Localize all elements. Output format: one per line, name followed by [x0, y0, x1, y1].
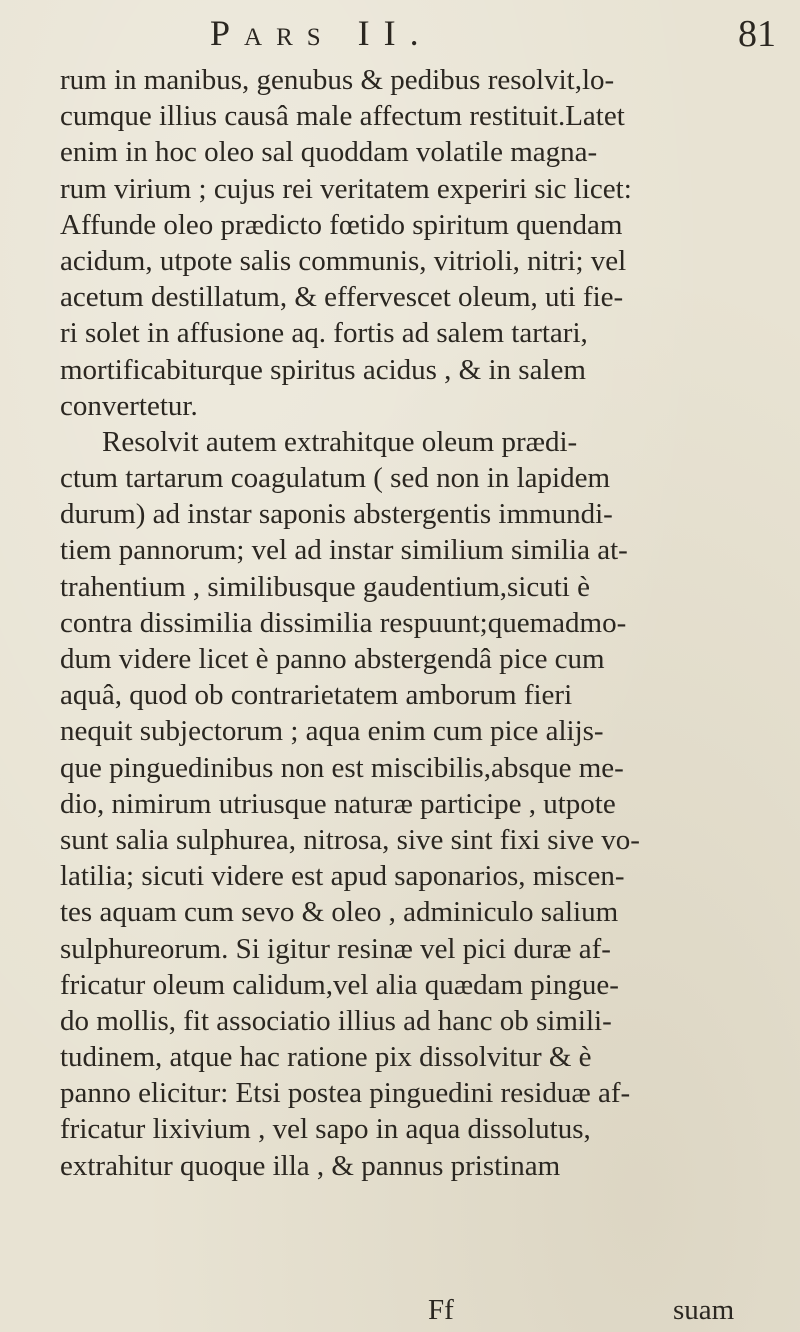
- body-text: [60, 62, 782, 1184]
- text-line: dio, nimirum utriusque naturæ participe , utpote: [60, 787, 616, 820]
- text-line: aquâ, quod ob contrarietatem amborum fieri: [60, 679, 573, 712]
- text-line: tudinem, atque hac ratione pix dissolvitur & è: [60, 1041, 592, 1074]
- text-line: convertetur.: [60, 389, 198, 422]
- text-line: Affunde oleo prædicto fœtido spiritum quendam: [60, 208, 623, 241]
- text-line: durum) ad instar saponis abstergentis immundi-: [60, 498, 613, 531]
- running-head: Pars II.: [210, 13, 433, 53]
- text-line: ri solet in affusione aq. fortis ad salem tartari,: [60, 317, 588, 350]
- text-line: panno elicitur: Etsi postea pinguedini residuæ af-: [60, 1077, 631, 1110]
- paragraph-start-line: Resolvit autem extrahitque oleum prædi-: [102, 425, 578, 458]
- text-line: rum virium ; cujus rei veritatem experiri sic licet:: [60, 172, 632, 205]
- catchword: suam: [673, 1294, 735, 1326]
- page-footer: [60, 1292, 782, 1328]
- text-line: do mollis, fit associatio illius ad hanc ob simili-: [60, 1004, 612, 1037]
- text-line: dum videre licet è panno abstergendâ pice cum: [60, 643, 605, 675]
- text-line: trahentium , similibusque gaudentium,sicuti è: [60, 570, 590, 603]
- text-line: que pinguedinibus non est miscibilis,absque me-: [60, 751, 624, 784]
- text-line: tes aquam cum sevo & oleo , adminiculo salium: [60, 896, 619, 929]
- text-line: cumque illius causâ male affectum restituit.Latet: [60, 100, 625, 133]
- text-line: latilia; sicuti videre est apud saponarios, miscen-: [60, 860, 625, 893]
- text-line: fricatur oleum calidum,vel alia quædam pingue-: [60, 968, 619, 1001]
- signature-mark: Ff: [428, 1294, 454, 1326]
- text-line: sunt salia sulphurea, nitrosa, sive sint fixi sive vo-: [60, 823, 640, 856]
- text-line: extrahitur quoque illa , & pannus pristinam: [60, 1149, 561, 1182]
- text-line: acidum, utpote salis communis, vitrioli, nitri; vel: [60, 244, 627, 277]
- text-line: enim in hoc oleo sal quoddam volatile magna-: [60, 136, 598, 169]
- page-header: [0, 8, 800, 56]
- text-line: nequit subjectorum ; aqua enim cum pice alijs-: [60, 715, 604, 748]
- text-line: acetum destillatum, & effervescet oleum, uti fie-: [60, 281, 624, 314]
- text-line: contra dissimilia dissimilia respuunt;quemadmo-: [60, 606, 627, 639]
- text-line: ctum tartarum coagulatum ( sed non in lapidem: [60, 462, 611, 495]
- text-line: fricatur lixivium , vel sapo in aqua dissolutus,: [60, 1113, 591, 1146]
- text-line: sulphureorum. Si igitur resinæ vel pici duræ af-: [60, 932, 611, 965]
- page-number: 81: [738, 13, 776, 55]
- text-line: tiem pannorum; vel ad instar similium similia at-: [60, 534, 628, 567]
- text-line: rum in manibus, genubus & pedibus resolvit,lo-: [60, 64, 615, 96]
- text-line: mortificabiturque spiritus acidus , & in salem: [60, 353, 586, 386]
